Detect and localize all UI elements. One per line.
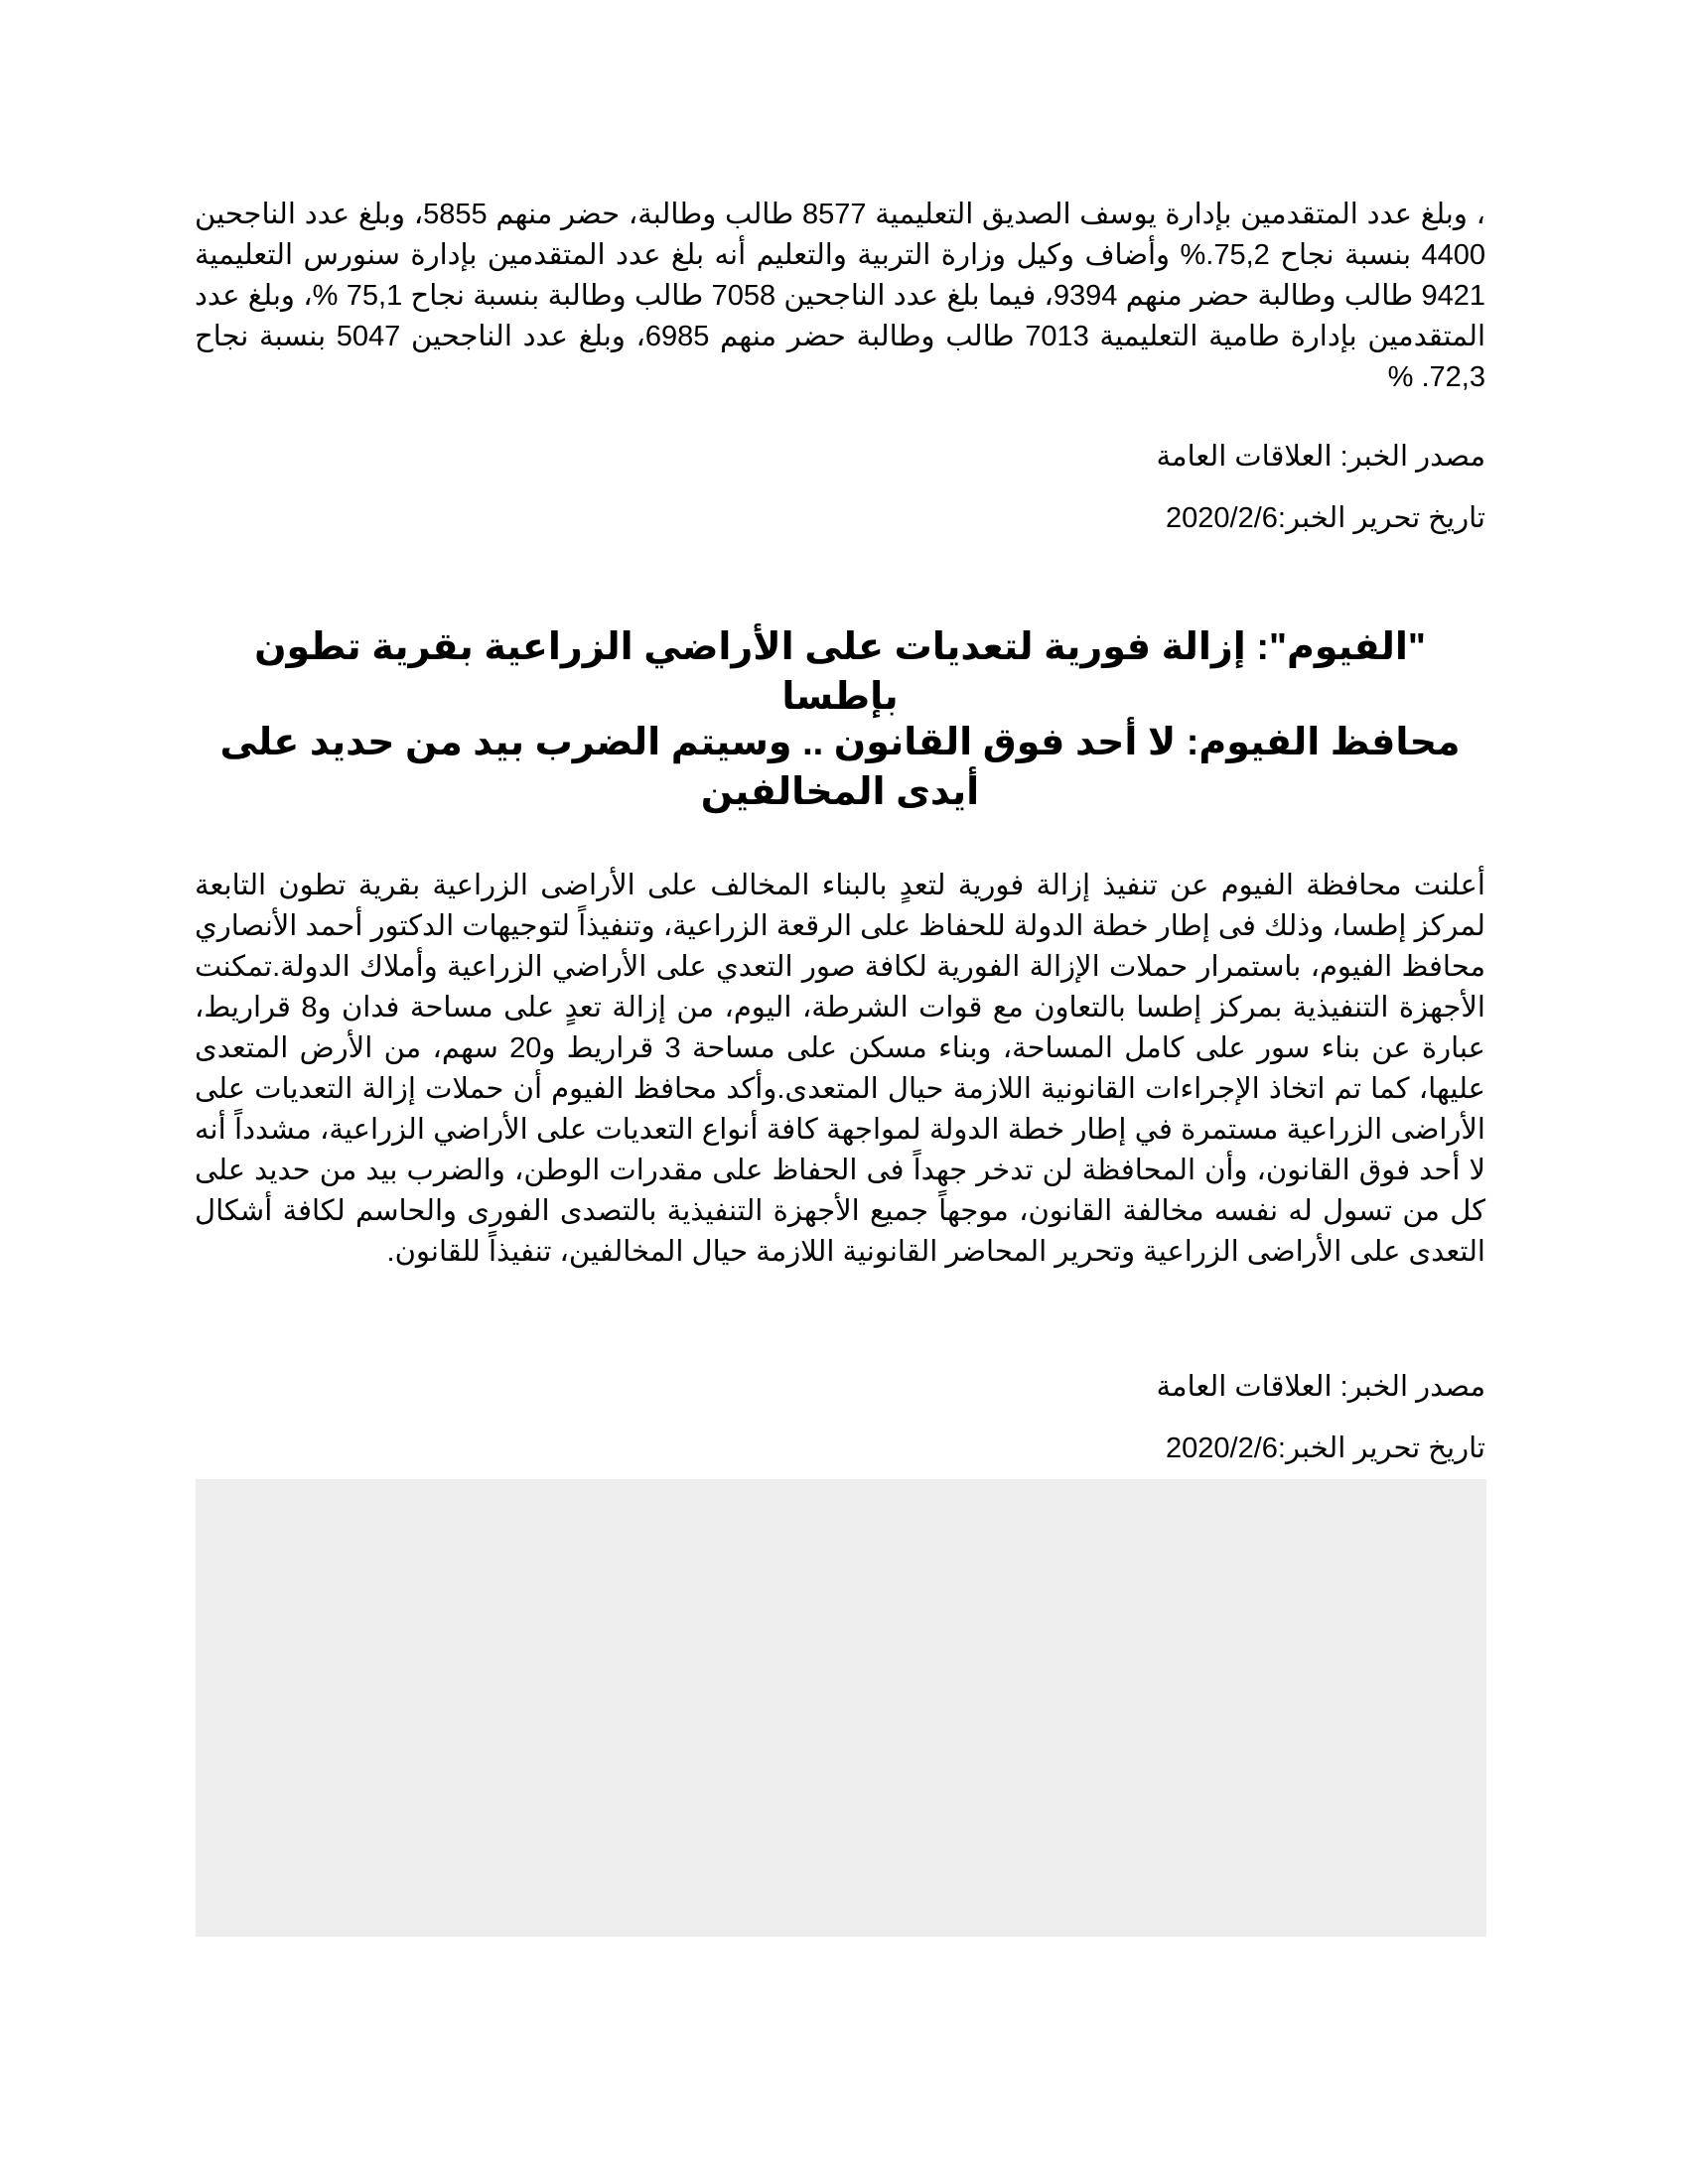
article2-headline: "الفيوم": إزالة فورية لتعديات على الأراضي الزراعية بقرية تطون بإطسا bbox=[254, 626, 1426, 718]
article1-source: مصدر الخبر: العلاقات العامة bbox=[1156, 441, 1485, 473]
image-placeholder bbox=[196, 1479, 1486, 1937]
article2-source: مصدر الخبر: العلاقات العامة bbox=[1156, 1371, 1485, 1403]
article2-subheadline: محافظ الفيوم: لا أحد فوق القانون .. وسيتم الضرب بيد من حديد على أيدى المخالفين bbox=[219, 722, 1461, 813]
article2-date: تاريخ تحرير الخبر:2020/2/6 bbox=[1166, 1433, 1485, 1464]
article1-date: تاريخ تحرير الخبر:2020/2/6 bbox=[1166, 502, 1485, 534]
article1-paragraph: ، وبلغ عدد المتقدمين بإدارة يوسف الصديق التعليمية 8577 طالب وطالبة، حضر منهم 5855، وبلغ عدد الناجحين 4400 بنسبة نجاح 75,2.% وأضاف وكيل وزارة التربية والتعليم أنه بلغ عدد المتقدمين بإدارة سنورس التعليمية 9421 طالب وطالبة حضر منهم 9394، فيما بلغ عدد الناجحين 7058 طالب وطالبة بنسبة نجاح 75,1 %، وبلغ عدد المتقدمين بإدارة طامية التعليمية 7013 طالب وطالبة حضر منهم 6985، وبلغ عدد الناجحين 5047 بنسبة نجاح 72,3. % bbox=[195, 199, 1486, 393]
article2-paragraph: أعلنت محافظة الفيوم عن تنفيذ إزالة فورية لتعدٍ بالبناء المخالف على الأراضى الزراعية بقرية تطون التابعة لمركز إطسا، وذلك فى إطار خطة الدولة للحفاظ على الرقعة الزراعية، وتنفيذاً لتوجيهات الدكتور أحمد الأنصاري محافظ الفيوم، باستمرار حملات الإزالة الفورية لكافة صور التعدي على الأراضي الزراعية وأملاك الدولة.تمكنت الأجهزة التنفيذية بمركز إطسا بالتعاون مع قوات الشرطة، اليوم، من إزالة تعدٍ على مساحة فدان و8 قراريط، عبارة عن بناء سور على كامل المساحة، وبناء مسكن على مساحة 3 قراريط و20 سهم، من الأرض المتعدى عليها، كما تم اتخاذ الإجراءات القانونية اللازمة حيال المتعدى.وأكد محافظ الفيوم أن حملات إزالة التعديات على الأراضى الزراعية مستمرة في إطار خطة الدولة لمواجهة كافة أنواع التعديات على الأراضي الزراعية، مشدداً أنه لا أحد فوق القانون، وأن المحافظة لن تدخر جهداً فى الحفاظ على مقدرات الوطن، والضرب بيد من حديد على كل من تسول له نفسه مخالفة القانون، موجهاً جميع الأجهزة التنفيذية بالتصدى الفورى والحاسم لكافة أشكال التعدى على الأراضى الزراعية وتحرير المحاضر القانونية اللازمة حيال المخالفين، تنفيذاً للقانون. bbox=[195, 870, 1485, 1268]
